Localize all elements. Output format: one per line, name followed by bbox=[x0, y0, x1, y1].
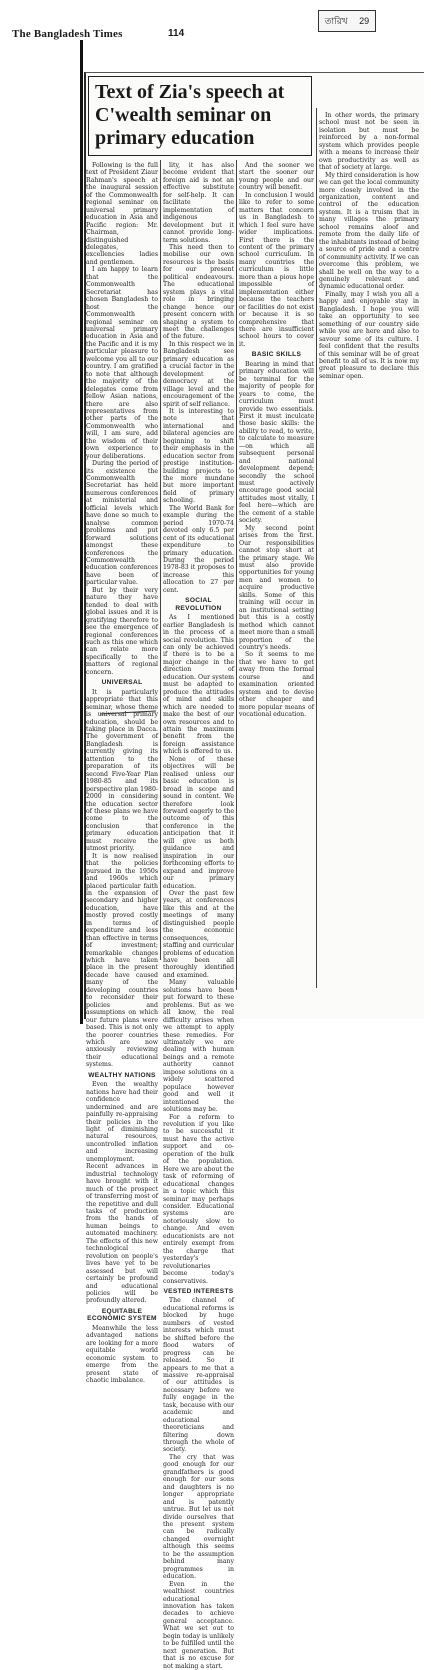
article-column-4 bbox=[319, 112, 419, 988]
stamp-value: 29 bbox=[359, 16, 370, 26]
paragraph: It is now realised that the policies pursued in the 1950s and 1960s which placed particular faith in the expansion of secondary and higher education, have mostly proved costly in terms of expenditure and less than effective in terms of investment; remarkable changes which have taken place in the present decade have caused many of the developing countries to reconsider their policies and assumptions on which our future plans were based. This is not only the poorer countries which are now anxiously reviewing their educational systems. bbox=[86, 852, 158, 1069]
paragraph: The channel of educational reforms is blocked by huge numbers of vested interests which must be shifted before the flood waters of progress can be released. So it appears to me that a massive re-appraisal of our attitudes is necessary before we fully engage in the task, because with our academic and educational theoreticians and filtering down through the whole of society. bbox=[163, 1297, 234, 1454]
paragraph: The World Bank for example during the period 1970-74 devoted only 6.5 per cent of its educational expenditure to primary education. During the period 1978-83 it proposes to increase this allocation to 27 per cent. bbox=[163, 504, 234, 594]
page-number: 114 bbox=[168, 28, 185, 39]
paragraph: My second point arises from the first. Our responsibilities cannot stop short at the primary stage. We must also provide opportunities for young men and women to acquire productive skills. Some of this training will occur in an institutional setting but this is a costly method which cannot meet more than a small proportion of the country's needs. bbox=[239, 524, 314, 651]
paragraph: But by their very nature they have tended to deal with global issues and it is gratifying therefore to see the emergence of regional conferences such as this one which can relate more specifically to the matters of regional concern. bbox=[86, 586, 158, 676]
paragraph: None of these objectives will be realised unless our basic education is broad in scope and sound in content. We therefore look forward eagerly to the outcome of this conference in the anticipation that it will give us both guidance and inspiration in our forthcoming efforts to expand and improve our primary education. bbox=[163, 755, 234, 890]
paragraph: It is interesting to note that international and bilateral agencies are beginning to shift their emphasis in the education sector from prestige institution-building projects to the more mundane but more important field of primary schooling. bbox=[163, 407, 234, 505]
paragraph: Following is the full text of President Ziaur Rahman's speech at the inaugural session of the Commonwealth regional seminar on universal primary education in Asia and Pacific region: Mr. Chairman, distinguished delegates, excellencies ladies and gentlemen. bbox=[86, 162, 158, 266]
page-edge-rule bbox=[80, 40, 83, 1024]
paragraph: I am happy to learn that the Commonwealth Secretariat has chosen Bangladesh to host the Commonwealth regional seminar on universal primary education in Asia and the Pacific and it is my particular pleasure to welcome you all to our country. I am gratified to note that although the majority of the delegates come from fellow Asian nations, there are also representatives from other parts of the Commonwealth who will, I am sure, add the wisdom of their own experience to your deliberations. bbox=[86, 266, 158, 460]
paragraph: lity, it has also become evident that foreign aid is not an effective substitute for self-help. It can facilitate the implementation of indigenous development but it cannot provide long-term solutions. bbox=[163, 162, 234, 244]
subheading: WEALTHY NATIONS bbox=[88, 1071, 156, 1079]
paragraph: In other words, the primary school must not be seen in isolation but must be reinforced by a non-formal system which provides people with a means to increase their own productivity as well as that of society at large. bbox=[319, 112, 419, 172]
article-headline: Text of Zia's speech at C'wealth seminar on primary education bbox=[88, 76, 312, 156]
article-column-2 bbox=[163, 162, 234, 1670]
paragraph: My third consideration is how we can get the local community more closely involved in the organization, content and control of the education system. It is a truism that in many villages the primary school remains aloof and remote from the daily life of the inhabitants instead of being a source of pride and a centre of community activity. If we can overcome this problem, we shall be well on the way to a genuinely relevant and dynamic educational order. bbox=[319, 171, 420, 291]
paragraph: For a reform to revolution if you like to be successful it must have the active support and co-operation of the bulk of the population. Here we are about the task of reforming of educational changes in a topic which this seminar may perhaps consider. Educational systems are notoriously slow to change. And even educationists are not entirely exempt from the charge that yesterday's revolutionaries become today's conservatives. bbox=[163, 1113, 234, 1285]
paragraph: Meanwhile the less advantaged nations are looking for a more equitable world economic system to emerge from the present state of chaotic imbalance. bbox=[86, 1324, 158, 1384]
paragraph: Many valuable solutions have been put forward to these problems. But as we all know, the real difficulty arises when we attempt to apply these remedies. For ultimately we are dealing with human beings and a remote authority cannot impose solutions on a widely scattered populace however good and well it intentioned the solutions may be. bbox=[163, 979, 234, 1114]
paragraph: In conclusion I would like to refer to some matters that concern us in Bangladesh to which I feel sure have wider implications. First there is the content of the primary school curriculum. In many countries the curriculum is little more than a pious hope impossible of implementation either because the teachers or facilities do not exist or because it is so comprehensive that there are insufficient school hours to cover it. bbox=[239, 191, 314, 348]
column-rule bbox=[316, 108, 317, 988]
subheading: BASIC SKILLS bbox=[251, 351, 302, 359]
paragraph: This need then to mobilise our own resources is the basis for our present political endeavours. The educational system plays a vital role in bringing change hence our present concern with shaping a system to meet the challenges of the future. bbox=[163, 243, 234, 341]
paragraph: Even the wealthy nations have had their confidence undermined and are painfully re-appraising their policies in the light of diminishing natural resources, uncontrolled inflation and increasing unemployment. Recent advances in industrial technology have brought with it much of the prospect of transferring most of the repetitive and dull tasks of production from the hands of human beings to automated machinery. The effects of this new technological revolution on people's lives have yet to be assessed but will certainly be profound and educational policies will be profoundly altered. bbox=[86, 1081, 158, 1305]
paragraph: Finally, may I wish you all a happy and enjoyable stay in Bangladesh. I hope you will take an opportunity to see something of our country side while you are here and also to savour some of its culture. I feel confident that the results of this seminar will be of great benefit to all of us. It is now my great pleasure to declare this seminar open. bbox=[319, 290, 419, 380]
stamp-label: তারিখ bbox=[324, 15, 348, 26]
subheading: VESTED INTERESTS bbox=[163, 1287, 234, 1295]
paragraph: The cry that was good enough for our grandfathers is good enough for our sons and daughters is no longer appropriate and is patently untrue. But let us not divide ourselves that the present system can be radically changed overnight although this seems to be the assumption behind many programmes in education. bbox=[163, 1453, 234, 1581]
paragraph: Bearing in mind that primary education will be terminal for the majority of people for years to come, the curriculum must provide two essentials. First it must inculcate those basic skills: the ability to read, to write, to calculate to measure—on which all subsequent personal and national development depend; secondly the school must actively encourage good social attitudes most vitally, I feel here—which are the cement of a stable society. bbox=[239, 360, 314, 525]
subheading: SOCIAL REVOLUTION bbox=[175, 597, 222, 612]
archive-date-stamp bbox=[318, 10, 376, 32]
newspaper-masthead: The Bangladesh Times bbox=[12, 28, 123, 40]
paragraph: It is particularly appropriate that this seminar, whose theme is universal primary education, should be taking place in Dacca. The government of Bangladesh is currently giving its attention to the preparation of its second Five-Year Plan 1980-85 and its perspective plan 1980-2000 in considering the education sector of these plans we have come to the conclusion that primary education must receive the utmost priority. bbox=[86, 688, 158, 853]
subheading: EQUITABLE ECONOMIC SYSTEM bbox=[87, 1307, 157, 1323]
subheading: UNIVERSAL bbox=[101, 679, 143, 687]
paragraph: During the period of its existence the Commonwealth Secretariat has held numerous conferences at ministerial and official levels which have done so much to analyse common problems and put forward solutions amongst these conferences the Commonwealth education conferences have been of particular value. bbox=[86, 460, 158, 587]
article-column-3 bbox=[239, 162, 314, 982]
paragraph: As I mentioned earlier Bangladesh is in the process of a social revolution. This can only be achieved if there is to be a major change in the direction of education. Our system must be adapted to produce the attitudes of mind and skills which are needed to make the best of our own resources and to attain the maximum benefit from the foreign assistance which is offered to us. bbox=[163, 614, 234, 756]
column-rule bbox=[160, 160, 161, 960]
paragraph: And the sooner we start the sooner our young people and our country will benefit. bbox=[239, 162, 314, 192]
article-column-1 bbox=[86, 162, 158, 1384]
paragraph: In this respect we in Bangladesh see primary education as a crucial factor in the development of democracy at the village level and the encouragement of the spirit of self reliance. bbox=[163, 340, 234, 408]
column-rule bbox=[236, 160, 237, 990]
paragraph: Even in the wealthiest countries educational innovation has taken decades to achieve general acceptance. What we set out to begin today is unlikely to be fulfilled until the next generation. But that is no excuse for not making a start. bbox=[163, 1580, 234, 1670]
paragraph: Over the past few years, at conferences like this and at the meetings of many distinguished people the economic consequences, staffing and curricular problems of education have been all thoroughly identified and examined. bbox=[163, 889, 234, 979]
paragraph: So it seems to me that we have to get away from the formal course and examination oriented system and to devise other cheaper and more popular means of vocational education. bbox=[239, 651, 314, 719]
